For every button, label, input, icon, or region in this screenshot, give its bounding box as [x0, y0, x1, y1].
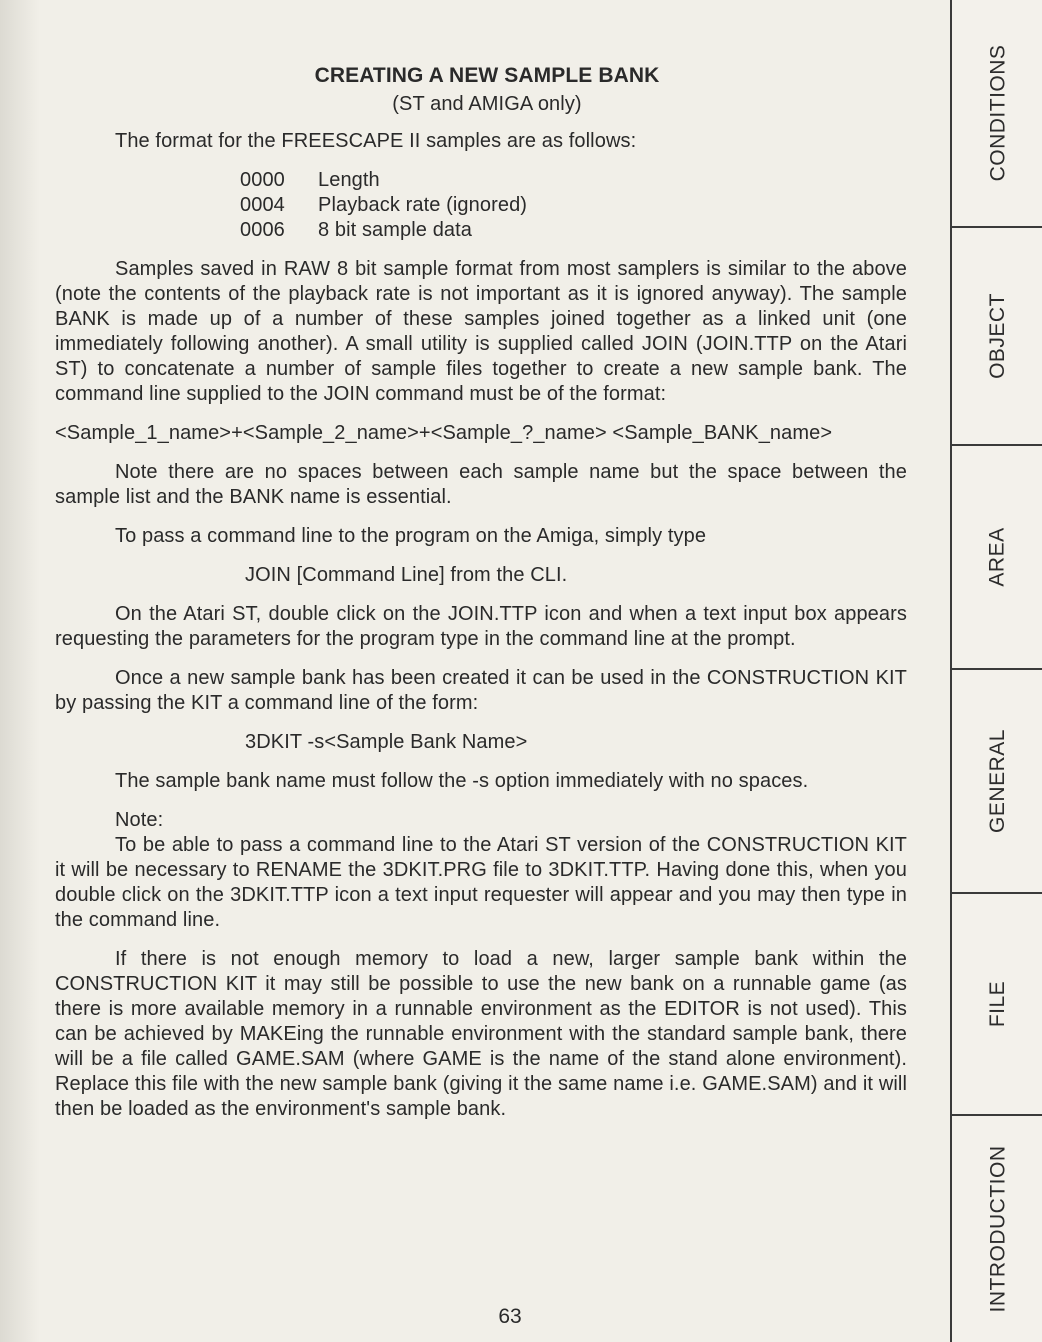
table-row [240, 193, 527, 218]
offset-code: 0006 [240, 219, 285, 241]
offset-description: Length [318, 169, 380, 191]
tab-area[interactable] [952, 446, 1042, 670]
page-binding-shadow [0, 0, 40, 1342]
table-row [240, 168, 527, 193]
tab-conditions[interactable] [952, 0, 1042, 228]
paragraph-amiga: To pass a command line to the program on the Amiga, simply type [115, 525, 707, 547]
offset-description: 8 bit sample data [318, 219, 473, 241]
page-content [55, 62, 907, 1122]
note-label: Note: [115, 809, 164, 831]
offset-description: Playback rate (ignored) [318, 194, 528, 216]
page-number: 63 [498, 1305, 522, 1328]
tab-label: GENERAL [986, 729, 1009, 833]
table-row [240, 218, 527, 243]
kit-command-line: 3DKIT -s<Sample Bank Name> [245, 731, 528, 753]
sample-format-table [240, 168, 527, 243]
join-command-line: JOIN [Command Line] from the CLI. [245, 564, 568, 586]
section-tabs [950, 0, 1042, 1342]
paragraph-raw-samples: Samples saved in RAW 8 bit sample format from most samplers is similar to the above (note the contents of the playback rate is not important as it is ignored anyway). The sample BANK is made up of a number of these samples joined together as a linked unit (one immediately following another). A small utility is supplied called JOIN (JOIN.TTP on the Atari ST) to concatenate a number of sample files together to create a new sample bank. The command line supplied to the JOIN command must be of the format: [55, 258, 907, 405]
paragraph-s-option: The sample bank name must follow the -s option immediately with no spaces. [115, 770, 809, 792]
tab-file[interactable] [952, 894, 1042, 1116]
paragraph-memory: If there is not enough memory to load a new, larger sample bank within the CONSTRUCTION KIT it may still be possible to use the new bank on a runnable game (as there is more available memory in a runnable environment as the EDITOR is not used). This can be achieved by MAKEing the runnable environment with the standard sample bank, there will be a file called GAME.SAM (where GAME is the name of the stand alone environment). Replace this file with the new sample bank (giving it the same name i.e. GAME.SAM) and it will then be loaded as the environment's sample bank. [55, 948, 907, 1120]
tab-introduction[interactable] [952, 1116, 1042, 1342]
paragraph-atari: On the Atari ST, double click on the JOIN.TTP icon and when a text input box appears requesting the parameters for the program type in the command line at the prompt. [55, 603, 907, 650]
paragraph-new-bank: Once a new sample bank has been created it can be used in the CONSTRUCTION KIT by passing the KIT a command line of the form: [55, 667, 907, 714]
tab-label: FILE [985, 980, 1009, 1028]
command-format-line: <Sample_1_name>+<Sample_2_name>+<Sample_?_name> <Sample_BANK_name> [55, 422, 833, 444]
tab-general[interactable] [952, 670, 1042, 894]
page-subtitle: (ST and AMIGA only) [392, 93, 582, 115]
offset-code: 0000 [240, 169, 285, 191]
tab-label: OBJECT [986, 293, 1009, 379]
tab-label: CONDITIONS [986, 44, 1009, 182]
offset-code: 0004 [240, 194, 285, 216]
tab-object[interactable] [952, 228, 1042, 446]
tab-label: AREA [986, 527, 1009, 587]
intro-text: The format for the FREESCAPE II samples are as follows: [115, 130, 637, 152]
tab-label: INTRODUCTION [986, 1145, 1009, 1313]
page-title: CREATING A NEW SAMPLE BANK [314, 64, 660, 87]
paragraph-rename: To be able to pass a command line to the Atari ST version of the CONSTRUCTION KIT it will be necessary to RENAME the 3DKIT.PRG file to 3DKIT.TTP. Having done this, when you double click on the 3DKIT.TTP icon a text input requester will appear and you may then type in the command line. [55, 834, 907, 931]
paragraph-no-spaces: Note there are no spaces between each sample name but the space between the sample list and the BANK name is essential. [55, 461, 907, 508]
